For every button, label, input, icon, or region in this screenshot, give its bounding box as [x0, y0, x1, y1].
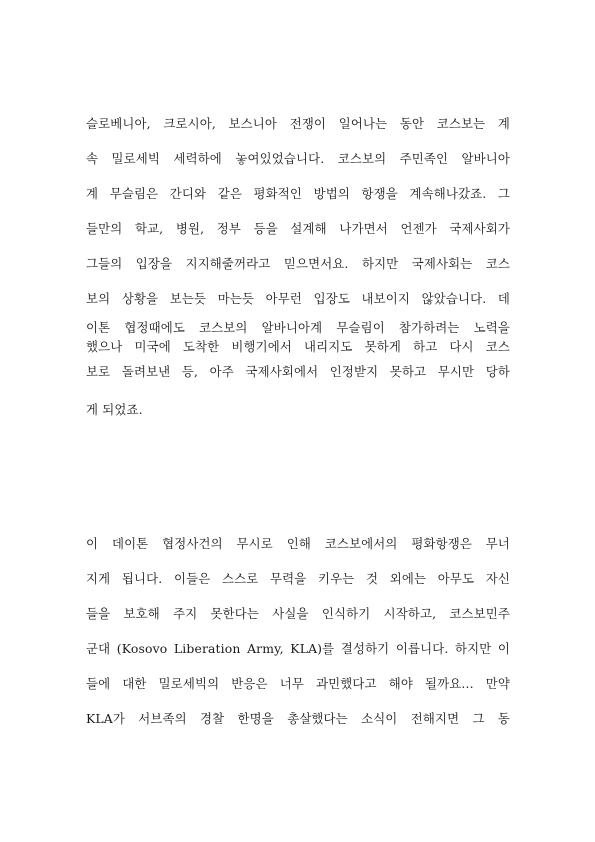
text-line: 들을 보호해 주지 못한다는 사실을 인식하기 시작하고, 코스보민주: [86, 606, 510, 621]
text-line: 들만의 학교, 병원, 정부 등을 설계해 나가면서 언젠가 국제사회가: [86, 221, 510, 236]
text-line: 슬로베니아, 크로시아, 보스니아 전쟁이 일어나는 동안 코스보는 계: [86, 116, 510, 131]
text-line: 군대 (Kosovo Liberation Army, KLA)를 결성하기 이릅니다. 하지만 이: [86, 641, 510, 656]
text-line: 보로 돌려보낸 등, 아주 국제사회에서 인정받지 못하고 무시만 당하: [86, 364, 510, 379]
text-line: 지게 됩니다. 이들은 스스로 무력을 키우는 것 외에는 아무도 자신: [86, 571, 510, 586]
text-line: 계 무슬림은 간디와 같은 평화적인 방법의 항쟁을 계속해나갔죠. 그: [86, 186, 510, 201]
text-line: 게 되었죠.: [86, 402, 143, 417]
text-line: 이 데이톤 협정사건의 무시로 인해 코스보에서의 평화항쟁은 무너: [86, 536, 510, 551]
text-line: 그들의 입장을 지지해줄꺼라고 믿으면서요. 하지만 국제사회는 코스: [86, 256, 510, 271]
text-line: 했으나 미국에 도착한 비행기에서 내리지도 못하게 하고 다시 코스: [86, 339, 510, 354]
text-line: 속 밀로세빅 세력하에 놓여있었습니다. 코스보의 주민족인 알바니아: [86, 151, 510, 166]
text-line: 이톤 협정때에도 코스보의 알바니아계 무슬림이 참가하려는 노력을: [86, 320, 510, 335]
text-line: KLA가 서브족의 경찰 한명을 총살했다는 소식이 전해지면 그 동: [86, 711, 510, 726]
text-line: 들에 대한 밀로세빅의 반응은 너무 과민했다고 해야 될까요... 만약: [86, 676, 510, 691]
text-line: 보의 상황을 보는듯 마는듯 아무런 입장도 내보이지 않았습니다. 데: [86, 291, 510, 306]
